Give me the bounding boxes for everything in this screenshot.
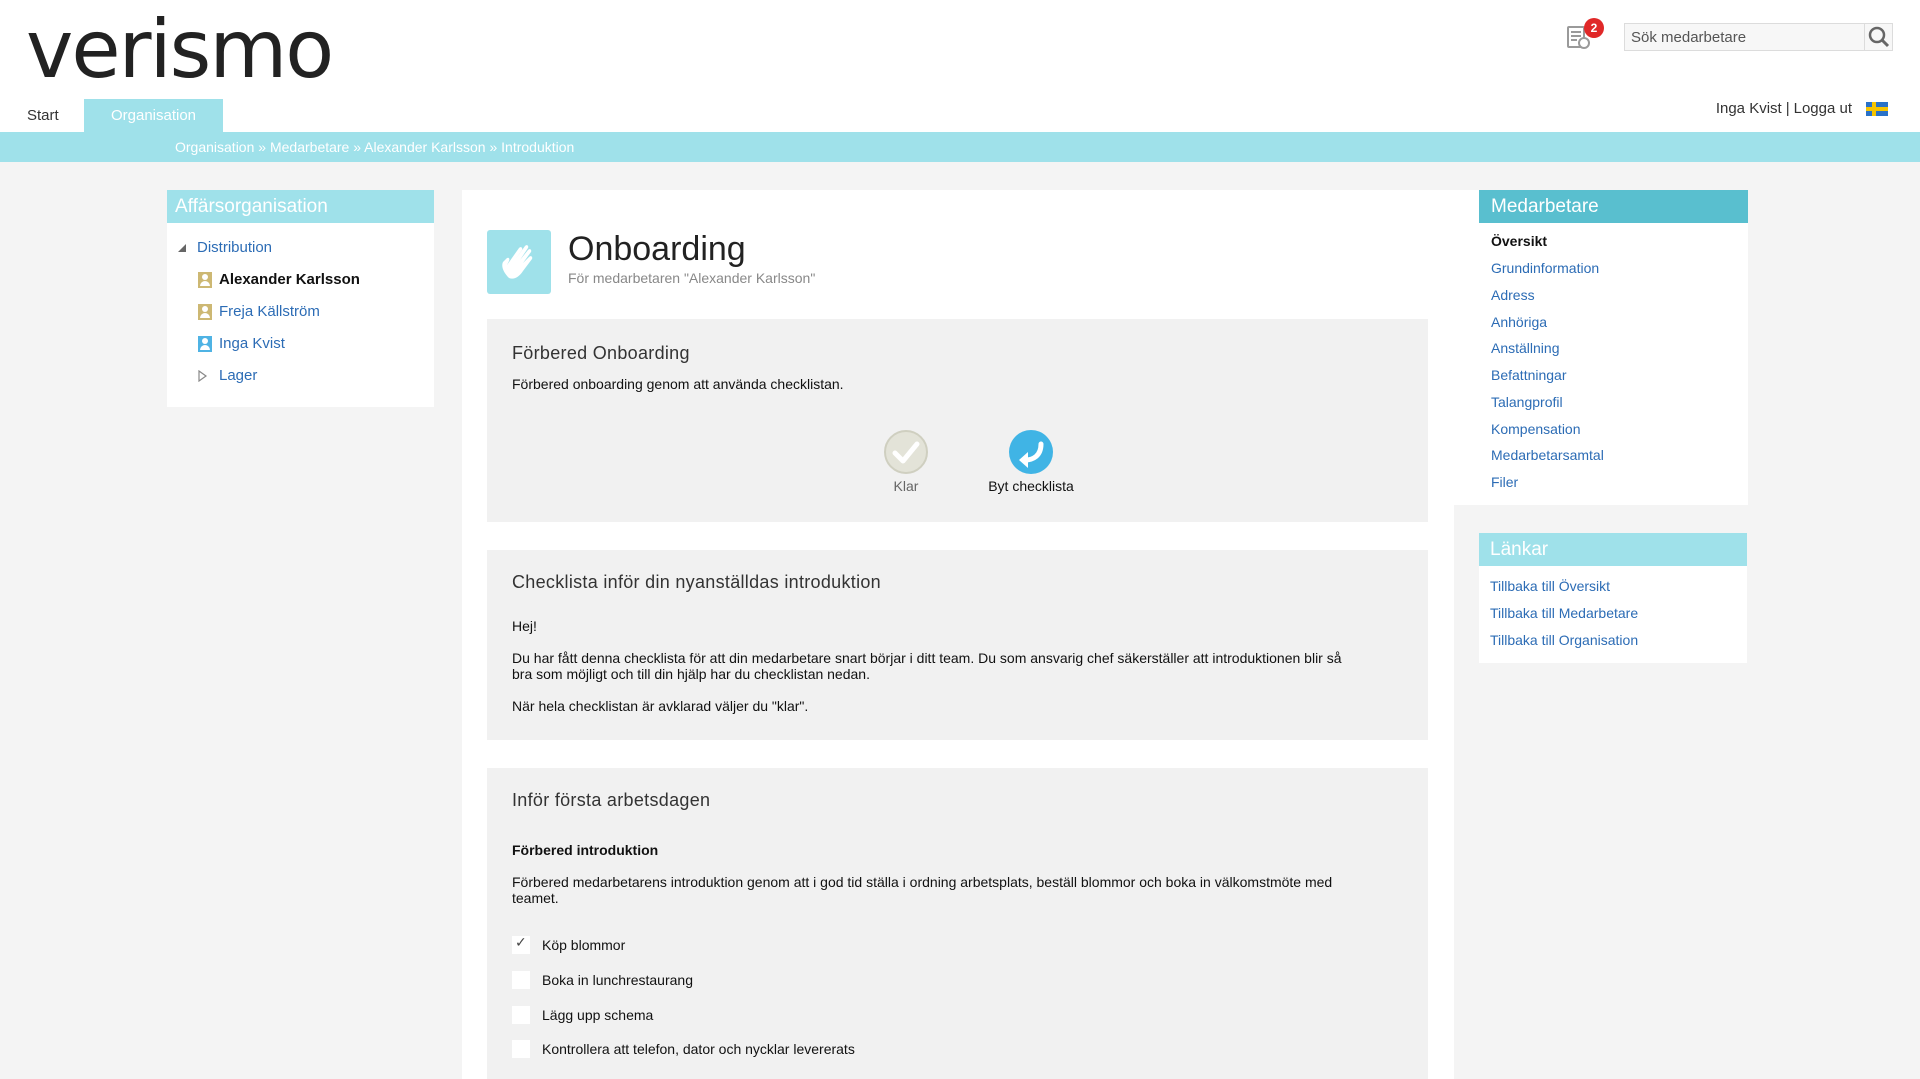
tree-item-label: Alexander Karlsson bbox=[219, 271, 360, 288]
tree-item-employee[interactable] bbox=[198, 303, 320, 320]
checkbox[interactable] bbox=[512, 1006, 530, 1024]
breadcrumb-current: Introduktion bbox=[501, 139, 575, 155]
nav-item-anhoriga[interactable]: Anhöriga bbox=[1491, 314, 1548, 330]
link-back-overview[interactable]: Tillbaka till Översikt bbox=[1490, 578, 1611, 594]
panel-title: Länkar bbox=[1479, 533, 1747, 566]
separator: | bbox=[1785, 100, 1790, 117]
nav-item-grundinformation[interactable]: Grundinformation bbox=[1491, 260, 1600, 276]
nav-item-oversikt[interactable]: Översikt bbox=[1491, 233, 1548, 249]
breadcrumb-medarbetare[interactable]: Medarbetare bbox=[269, 139, 350, 155]
instruction-text: När hela checklistan är avklarad väljer du "klar". bbox=[512, 698, 809, 714]
collapsed-triangle-icon bbox=[198, 370, 208, 382]
nav-item-befattningar[interactable]: Befattningar bbox=[1491, 367, 1567, 383]
tree-item-employee[interactable] bbox=[198, 335, 285, 352]
checklist-intro-card bbox=[487, 550, 1428, 740]
panel-title: Medarbetare bbox=[1479, 190, 1748, 223]
done-label: Klar bbox=[893, 478, 919, 494]
card-title: Checklista inför din nyanställdas introduktion bbox=[512, 572, 881, 592]
links-panel bbox=[1479, 533, 1747, 663]
tree-item-label: Distribution bbox=[197, 239, 273, 256]
nav-item-filer[interactable]: Filer bbox=[1491, 474, 1519, 490]
first-day-card bbox=[487, 768, 1428, 1079]
checkbox-checked[interactable] bbox=[512, 936, 530, 954]
checklist-item-label: Boka in lunchrestaurang bbox=[542, 972, 693, 988]
checkmark-icon bbox=[884, 430, 928, 474]
card-text-line: teamet. bbox=[512, 890, 559, 906]
notifications-button[interactable] bbox=[1562, 18, 1602, 54]
intro-text-line: Du har fått denna checklista för att din medarbetare snart börjar i ditt team. Du som ansvarig chef säkerställer att introduktionen blir så bbox=[512, 650, 1342, 666]
card-title: Förbered Onboarding bbox=[512, 343, 690, 363]
switch-checklist-label: Byt checklista bbox=[988, 478, 1074, 494]
return-arrow-icon bbox=[1009, 430, 1053, 474]
breadcrumb-separator: » bbox=[258, 139, 270, 155]
checkbox[interactable] bbox=[512, 971, 530, 989]
tree-item-lager[interactable] bbox=[198, 367, 257, 384]
onboarding-icon bbox=[487, 230, 551, 294]
breadcrumb bbox=[175, 139, 574, 155]
checklist-item[interactable] bbox=[512, 1006, 653, 1024]
breadcrumb-employee[interactable]: Alexander Karlsson bbox=[364, 139, 486, 155]
checklist-item-label: Kontrollera att telefon, dator och nycklar levererats bbox=[542, 1041, 855, 1057]
card-title: Inför första arbetsdagen bbox=[512, 790, 711, 810]
header bbox=[0, 0, 1920, 132]
tree-item-label: Freja Källström bbox=[219, 303, 320, 320]
checklist-item-label: Köp blommor bbox=[542, 937, 626, 953]
main-content bbox=[462, 190, 1454, 1079]
tab-organisation[interactable]: Organisation bbox=[84, 99, 223, 132]
prepare-onboarding-card bbox=[487, 319, 1428, 522]
checkbox[interactable] bbox=[512, 1040, 530, 1058]
search-button[interactable] bbox=[1864, 24, 1892, 50]
nav-item-kompensation[interactable]: Kompensation bbox=[1491, 421, 1581, 437]
tree-item-label: Inga Kvist bbox=[219, 335, 285, 352]
link-back-employees[interactable]: Tillbaka till Medarbetare bbox=[1490, 605, 1639, 621]
card-subheading: Förbered introduktion bbox=[512, 842, 659, 858]
panel-title: Affärsorganisation bbox=[167, 190, 434, 223]
person-icon bbox=[198, 304, 212, 320]
user-name-link[interactable]: Inga Kvist bbox=[1715, 100, 1782, 117]
link-back-organisation[interactable]: Tillbaka till Organisation bbox=[1490, 632, 1639, 648]
person-icon bbox=[198, 272, 212, 288]
tab-start[interactable]: Start bbox=[0, 99, 86, 132]
checklist-item-label: Lägg upp schema bbox=[542, 1007, 654, 1023]
employee-nav-panel bbox=[1454, 190, 1748, 505]
checklist-item[interactable] bbox=[512, 1040, 855, 1058]
logout-link[interactable]: Logga ut bbox=[1793, 100, 1852, 117]
page-subtitle: För medarbetaren "Alexander Karlsson" bbox=[568, 270, 816, 286]
nav-item-anstallning[interactable]: Anställning bbox=[1491, 340, 1560, 356]
card-text: Förbered onboarding genom att använda checklistan. bbox=[512, 376, 844, 392]
search-box bbox=[1624, 23, 1893, 51]
switch-checklist-button[interactable] bbox=[971, 430, 1091, 494]
tree-item-distribution[interactable] bbox=[177, 239, 272, 256]
nav-item-talangprofil[interactable]: Talangprofil bbox=[1491, 394, 1563, 410]
person-icon bbox=[198, 336, 212, 352]
organisation-tree-panel bbox=[167, 190, 434, 407]
done-button[interactable] bbox=[876, 430, 936, 494]
checklist-item[interactable] bbox=[512, 936, 625, 954]
breadcrumb-separator: » bbox=[353, 139, 365, 155]
breadcrumb-organisation[interactable]: Organisation bbox=[175, 139, 255, 155]
nav-item-adress[interactable]: Adress bbox=[1491, 287, 1535, 303]
expanded-triangle-icon bbox=[177, 243, 187, 253]
breadcrumb-bar bbox=[0, 132, 1920, 162]
breadcrumb-separator: » bbox=[489, 139, 502, 155]
checklist-item[interactable] bbox=[512, 971, 693, 989]
tree-item-label: Lager bbox=[219, 367, 258, 384]
logo[interactable]: verismo bbox=[26, 3, 333, 96]
nav-item-medarbetarsamtal[interactable]: Medarbetarsamtal bbox=[1491, 447, 1604, 463]
search-input[interactable] bbox=[1625, 24, 1865, 50]
tree-item-employee[interactable] bbox=[198, 271, 360, 288]
notification-badge: 2 bbox=[1584, 18, 1604, 38]
search-icon bbox=[1868, 26, 1890, 48]
greeting-text: Hej! bbox=[512, 618, 537, 634]
swedish-flag-icon[interactable] bbox=[1866, 102, 1888, 116]
waving-hand-icon bbox=[497, 238, 541, 286]
user-bar bbox=[1716, 100, 1888, 117]
intro-text-line: bra som möjligt och till din hjälp har du checklistan nedan. bbox=[512, 666, 870, 682]
card-text-line: Förbered medarbetarens introduktion genom att i god tid ställa i ordning arbetsplats, beställ blommor och boka in välkomstmöte med bbox=[512, 874, 1333, 890]
page-title: Onboarding bbox=[568, 230, 746, 268]
